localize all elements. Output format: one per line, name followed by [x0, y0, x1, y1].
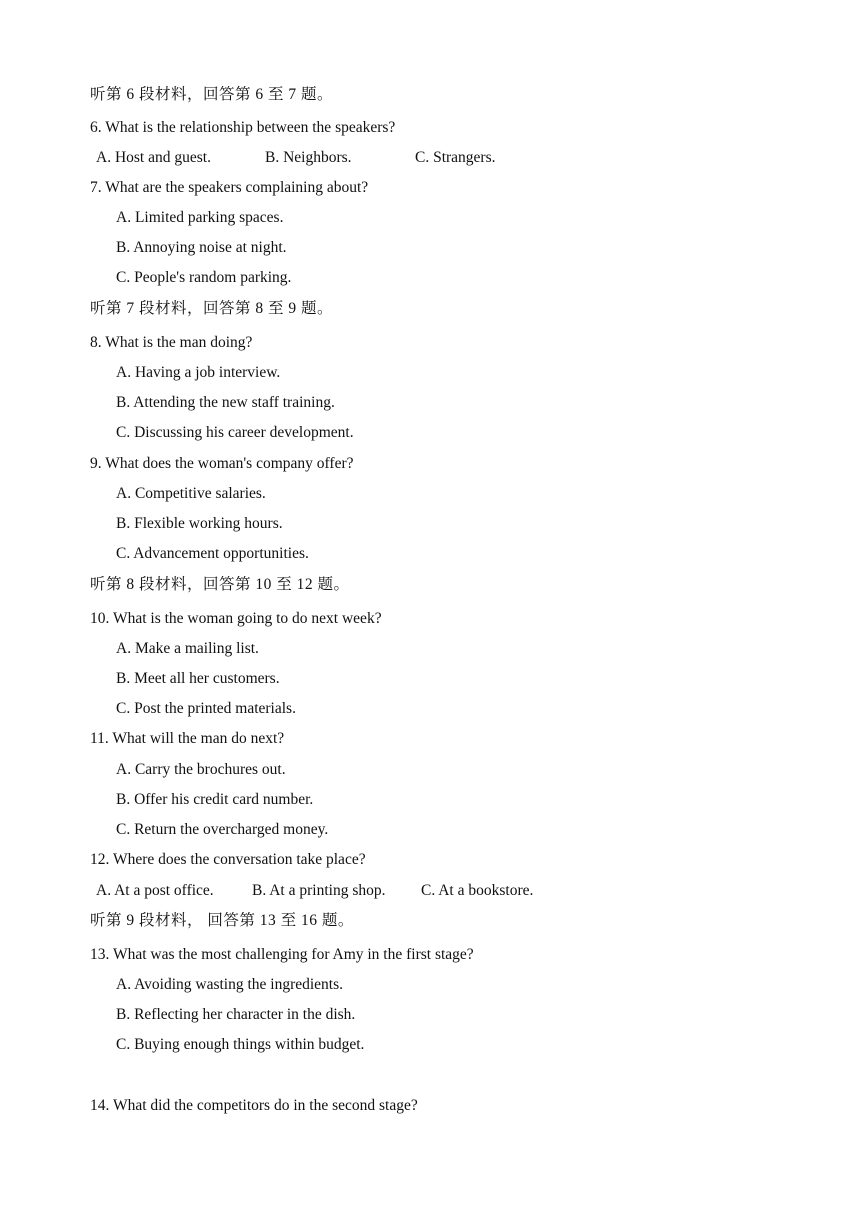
option-a: A. Competitive salaries.: [116, 485, 266, 502]
question-12: 12. Where does the conversation take place?: [90, 851, 366, 868]
option-c: C. Strangers.: [415, 149, 496, 166]
option-c: C. At a bookstore.: [421, 882, 534, 899]
question-7: 7. What are the speakers complaining about?: [90, 179, 369, 196]
option-c: C. Return the overcharged money.: [116, 821, 329, 838]
option-b: B. Meet all her customers.: [116, 670, 280, 687]
question-6: 6. What is the relationship between the speakers?: [90, 119, 396, 136]
option-b: B. At a printing shop.: [252, 882, 386, 899]
option-b: B. Neighbors.: [265, 149, 352, 166]
option-a: A. Avoiding wasting the ingredients.: [116, 976, 344, 993]
question-9: 9. What does the woman's company offer?: [90, 455, 354, 472]
section-instruction: 听第 7 段材料，回答第 8 至 9 题。: [90, 300, 334, 317]
option-a: A. Carry the brochures out.: [116, 761, 286, 778]
question-12-options: [0, 881, 867, 901]
option-a: A. Having a job interview.: [116, 364, 281, 381]
option-a: A. Make a mailing list.: [116, 640, 259, 657]
section-instruction: 听第 9 段材料， 回答第 13 至 16 题。: [90, 912, 354, 929]
option-c: C. People's random parking.: [116, 269, 292, 286]
option-b: B. Offer his credit card number.: [116, 791, 314, 808]
question-14: 14. What did the competitors do in the second stage?: [90, 1097, 418, 1114]
option-a: A. Host and guest.: [96, 149, 211, 166]
option-c: C. Buying enough things within budget.: [116, 1036, 365, 1053]
option-c: C. Discussing his career development.: [116, 424, 354, 441]
option-c: C. Advancement opportunities.: [116, 545, 309, 562]
option-b: B. Flexible working hours.: [116, 515, 283, 532]
option-c: C. Post the printed materials.: [116, 700, 296, 717]
option-b: B. Annoying noise at night.: [116, 239, 287, 256]
question-11: 11. What will the man do next?: [90, 730, 285, 747]
section-instruction: 听第 8 段材料，回答第 10 至 12 题。: [90, 576, 350, 593]
option-a: A. At a post office.: [96, 882, 214, 899]
option-b: B. Attending the new staff training.: [116, 394, 335, 411]
option-a: A. Limited parking spaces.: [116, 209, 284, 226]
question-13: 13. What was the most challenging for Amy in the first stage?: [90, 946, 474, 963]
question-10: 10. What is the woman going to do next week?: [90, 610, 382, 627]
section-instruction: 听第 6 段材料，回答第 6 至 7 题。: [90, 86, 334, 103]
question-8: 8. What is the man doing?: [90, 334, 253, 351]
question-6-options: [0, 148, 867, 168]
option-b: B. Reflecting her character in the dish.: [116, 1006, 356, 1023]
